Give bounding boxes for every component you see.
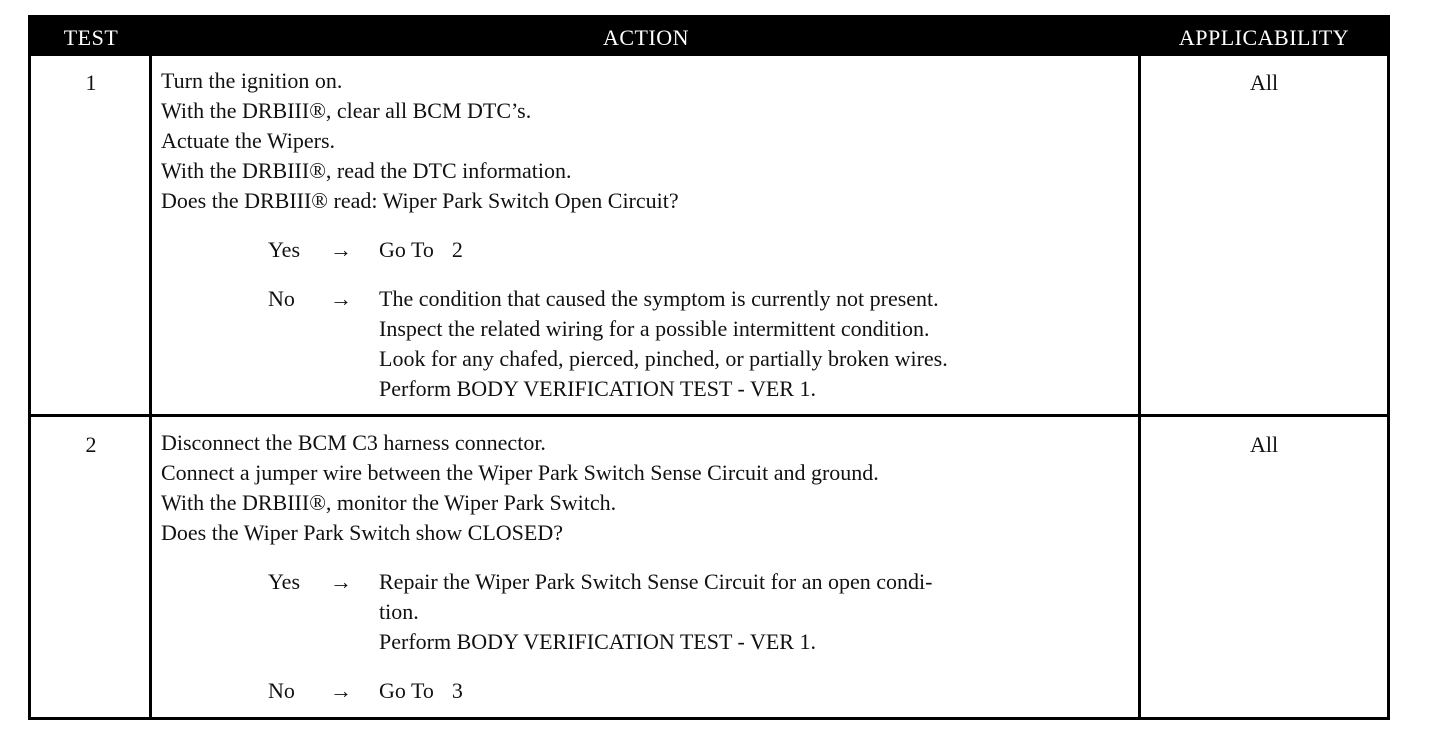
no-label: No bbox=[268, 286, 295, 311]
yes-result-line: Repair the Wiper Park Switch Sense Circuit for an open condi- bbox=[379, 569, 933, 594]
yes-label: Yes bbox=[268, 569, 301, 594]
no-result-line: Look for any chafed, pierced, pinched, or partially broken wires. bbox=[379, 346, 948, 371]
row-2-step: Connect a jumper wire between the Wiper Park Switch Sense Circuit and ground. bbox=[161, 460, 879, 485]
row-1-step: Actuate the Wipers. bbox=[161, 128, 336, 153]
row-1-action bbox=[161, 66, 1136, 404]
goto-number: 2 bbox=[451, 237, 463, 262]
goto-instruction bbox=[379, 676, 1139, 706]
row-1-step: Turn the ignition on. bbox=[161, 68, 343, 93]
arrow-right-icon: → bbox=[330, 569, 352, 594]
arrow-right-icon: → bbox=[330, 678, 352, 703]
header-applicability: APPLICABILITY bbox=[1178, 25, 1350, 50]
goto-instruction bbox=[379, 235, 1139, 265]
no-result-line: Inspect the related wiring for a possible intermittent condition. bbox=[379, 316, 930, 341]
goto-number: 3 bbox=[451, 678, 463, 703]
row-1-step: With the DRBIII®, read the DTC information. bbox=[161, 158, 572, 183]
arrow-right-icon: → bbox=[330, 286, 352, 311]
row-1-applicability: All bbox=[1249, 70, 1279, 95]
row-2-step: With the DRBIII®, monitor the Wiper Park Switch. bbox=[161, 490, 617, 515]
column-divider-test bbox=[149, 56, 152, 717]
header-action: ACTION bbox=[602, 25, 690, 50]
row-divider bbox=[31, 414, 1387, 417]
row-2-applicability: All bbox=[1249, 432, 1279, 457]
row-2-test-number: 2 bbox=[85, 432, 97, 457]
no-result-line: The condition that caused the symptom is currently not present. bbox=[379, 286, 939, 311]
diagnostic-test-table bbox=[28, 15, 1390, 720]
no-result-line: Perform BODY VERIFICATION TEST - VER 1. bbox=[379, 376, 816, 401]
row-2-yes-branch bbox=[161, 567, 1136, 657]
yes-result-line: Perform BODY VERIFICATION TEST - VER 1. bbox=[379, 629, 816, 654]
table-header bbox=[31, 18, 1387, 56]
row-1-yes-branch bbox=[161, 235, 1136, 265]
goto-text: Go To bbox=[379, 678, 434, 703]
arrow-right-icon: → bbox=[330, 237, 352, 262]
row-2-action bbox=[161, 428, 1136, 706]
row-1-step: Does the DRBIII® read: Wiper Park Switch Open Circuit? bbox=[161, 188, 679, 213]
row-2-step: Disconnect the BCM C3 harness connector. bbox=[161, 430, 546, 455]
row-2-no-branch bbox=[161, 676, 1136, 706]
row-1-step: With the DRBIII®, clear all BCM DTC’s. bbox=[161, 98, 532, 123]
row-1-test-number: 1 bbox=[85, 70, 97, 95]
yes-result-line: tion. bbox=[379, 599, 419, 624]
header-test: TEST bbox=[63, 25, 119, 50]
row-2-step: Does the Wiper Park Switch show CLOSED? bbox=[161, 520, 563, 545]
row-1-no-branch bbox=[161, 284, 1136, 404]
no-label: No bbox=[268, 678, 295, 703]
yes-label: Yes bbox=[268, 237, 301, 262]
goto-text: Go To bbox=[379, 237, 434, 262]
